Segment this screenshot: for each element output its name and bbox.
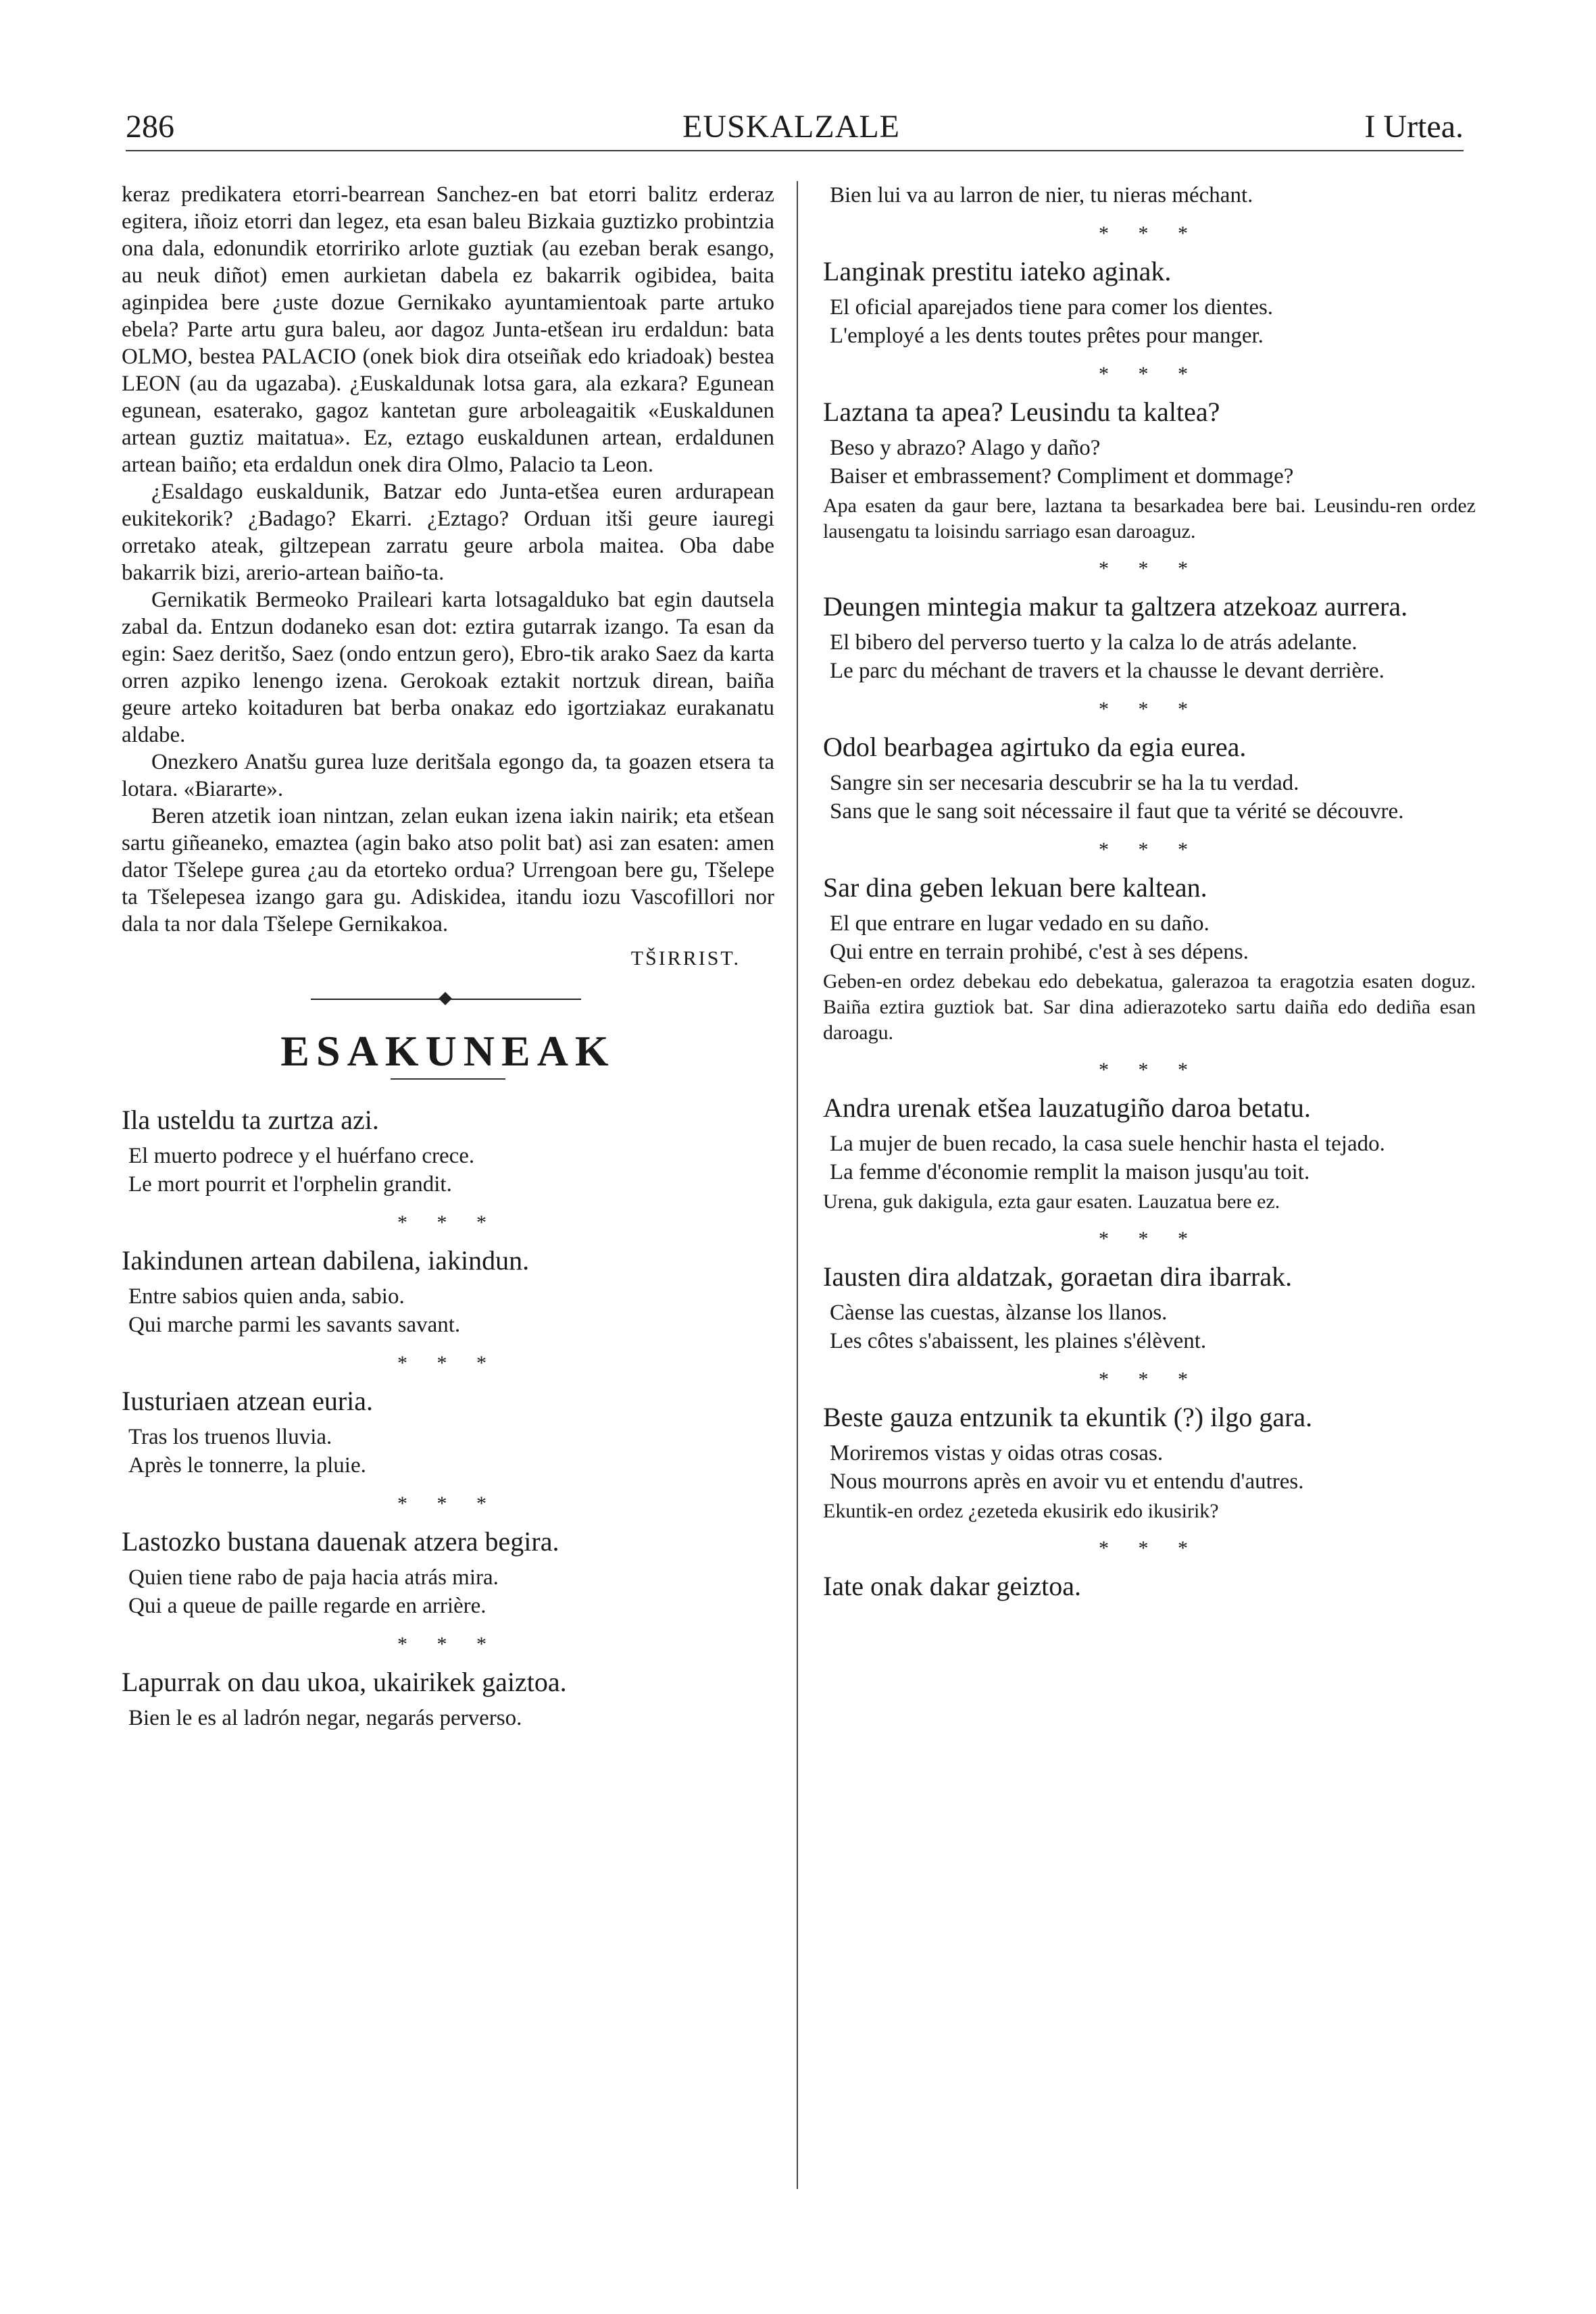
proverb-french: Nous mourrons après en avoir vu et entendu d'autres. (830, 1469, 1304, 1494)
proverb-basque: Iakindunen artean dabilena, iakindun. (122, 1245, 530, 1276)
asterism: * * * (1099, 363, 1200, 385)
proverb-basque: Langinak prestitu iateko aginak. (823, 256, 1172, 286)
signature: TŠIRRIST. (630, 947, 741, 970)
proverb-french: Le parc du méchant de travers et la chausse le devant derrière. (830, 659, 1385, 683)
proverb-spanish: Bien le es al ladrón negar, negarás perverso. (128, 1706, 522, 1730)
asterism: * * * (1099, 1059, 1200, 1081)
asterism: * * * (397, 1211, 499, 1234)
proverb-french: Qui marche parmi les savants savant. (128, 1313, 461, 1337)
left-proverbs (122, 1103, 774, 1732)
proverb-note: Ekuntik-en ordez ¿ezeteda ekusirik edo ikusirik? (823, 1500, 1219, 1522)
asterism: * * * (1099, 1537, 1200, 1559)
proverb-french: L'employé a les dents toutes prêtes pour manger. (830, 324, 1264, 348)
article-paragraph: keraz predikatera etorri-bearrean Sanchez-en bat etorri balitz erderaz egitera, iñoiz etorri dan legez, eta esan baleu Bizkaia guztizko probintzia ona dala, edonundik etorririko arlote guztiak (au ezeban berak esango, au neuk diñot) emen aurkietan dabela ez bakarrik ogibidea, baita aginpidea bere ¿uste dozue Gernikako ayuntamientoak parte artuko ebela? Parte artu gura baleu, aor dagoz Junta-etšean iru erdaldun: bata OLMO, bestea PALACIO (onek biok dira otseiñak edo kriadoak) bestea LEON (au da ugazaba). ¿Euskaldunak lotsa gara, ala ezkara? Egunean egunean, esaterako, gagoz kantetan gure arboleagaitik «Euskaldunen artean guztiz maitatua». Ez, eztago euskaldunen artean, erdaldunen artean baiño; eta erdaldun onek dira Olmo, Palacio ta Leon. (122, 182, 774, 477)
proverb-basque: Iausten dira aldatzak, goraetan dira ibarrak. (823, 1261, 1293, 1292)
proverb-note: Geben-en ordez debekau edo debekatua, galerazoa ta eragotzia esaten doguz. Baiña eztira guztiok bat. Sar dina adierazoteko sartu daiña edo dediña esan daroagu. (823, 970, 1476, 1044)
proverb-spanish: El muerto podrece y el huérfano crece. (128, 1144, 475, 1168)
section-ornament (122, 981, 774, 1017)
proverb (823, 254, 1476, 350)
right-proverbs (823, 222, 1476, 1604)
asterism: * * * (1099, 1228, 1200, 1250)
asterism: * * * (1099, 557, 1200, 580)
proverb-french: Après le tonnerre, la pluie. (128, 1453, 366, 1478)
asterism: * * * (1099, 222, 1200, 245)
proverb-spanish: Entre sabios quien anda, sabio. (128, 1284, 405, 1309)
proverb (823, 589, 1476, 685)
proverb-note: Urena, guk dakigula, ezta gaur esaten. Lauzatua bere ez. (823, 1190, 1280, 1213)
proverb-spanish: El que entrare en lugar vedado en su daño. (830, 911, 1210, 936)
page-number: 286 (126, 109, 174, 145)
proverb-spanish: El oficial aparejados tiene para comer los dientes. (830, 295, 1274, 320)
right-column (823, 181, 1476, 1608)
asterism: * * * (1099, 698, 1200, 720)
proverb-french: Les côtes s'abaissent, les plaines s'élèvent. (830, 1329, 1207, 1353)
proverb (122, 1243, 774, 1339)
article-paragraph: Beren atzetik ioan nintzan, zelan eukan izena iakin nairik; eta etšean sartu giñeaneko, emaztea (agin bako atso polit bat) asi zan esaten: amen dator Tšelepe gurea ¿au da etorteko ordua? Urrengoan bere gu, Tšelepe ta Tšelepesea izango gara gu. Adiskidea, itandu iozu Vascofillori nor dala ta nor dala Tšelepe Gernikakoa. (122, 804, 774, 936)
proverb-basque: Lastozko bustana dauenak atzera begira. (122, 1526, 559, 1557)
article-paragraph: Gernikatik Bermeoko Praileari karta lotsagalduko bat egin dautsela zabal da. Entzun dodaneko esan dot: eztira gutarrak izango. Ta esan da egin: Saez deritšo, Saez (ondo entzun gero), Ebro-tik arako Saez da karta orren azpiko lenengo izena. Gerokoak eztakit nortzuk direan, baiña geure arteko koitaduren bat berba onakaz edo igortziakaz eurakanatu aldabe. (122, 588, 774, 747)
ornament-diamond-icon (439, 992, 452, 1005)
column-divider (797, 181, 798, 2189)
proverb-spanish: Tras los truenos lluvia. (128, 1425, 332, 1449)
left-column (122, 181, 774, 1732)
proverb (823, 1259, 1476, 1355)
proverb-french: La femme d'économie remplit la maison jusqu'au toit. (830, 1160, 1310, 1184)
proverb-basque: Lapurrak on dau ukoa, ukairikek gaiztoa. (122, 1667, 567, 1697)
header-rule (126, 150, 1464, 151)
proverb-french: Le mort pourrit et l'orphelin grandit. (128, 1172, 452, 1197)
running-title: EUSKALZALE (682, 109, 900, 145)
article-body (122, 181, 774, 938)
proverb-french: Baiser et embrassement? Compliment et dommage? (830, 464, 1294, 488)
proverb (122, 1524, 774, 1620)
article-paragraph: ¿Esaldago euskaldunik, Batzar edo Junta-etšea euren ardurapean eukitekorik? ¿Badago? Ekarri. ¿Eztago? Orduan itši geure iauregi orretako ateak, giltzepean zarratu geure arbola maitea. Oba dabe bakarrik bizi, arerio-artean baiño-ta. (122, 480, 774, 585)
proverb-basque: Beste gauza entzunik ta ekuntik (?) ilgo gara. (823, 1402, 1313, 1432)
proverb-basque: Deungen mintegia makur ta galtzera atzekoaz aurrera. (823, 591, 1408, 622)
proverb-spanish: Càense las cuestas, àlzanse los llanos. (830, 1301, 1168, 1325)
proverb (823, 730, 1476, 826)
proverb (823, 395, 1476, 545)
proverb-note: Apa esaten da gaur bere, laztana ta besarkadea bere bai. Leusindu-ren ordez lausengatu ta loisindu sarriago esan daroaguz. (823, 495, 1476, 543)
proverb-basque: Iate onak dakar geiztoa. (823, 1571, 1082, 1601)
asterism: * * * (1099, 1368, 1200, 1390)
proverb-french: Sans que le sang soit nécessaire il faut que ta vérité se découvre. (830, 799, 1404, 824)
proverb-french: Qui a queue de paille regarde en arrière. (128, 1594, 487, 1618)
article-paragraph: Onezkero Anatšu gurea luze deritšala egongo da, ta goazen etsera ta lotara. «Biararte». (122, 750, 774, 801)
proverb (823, 1090, 1476, 1215)
proverb (823, 1400, 1476, 1524)
proverb-basque: Iusturiaen atzean euria. (122, 1386, 374, 1416)
proverb (122, 1665, 774, 1732)
proverb-spanish: Beso y abrazo? Alago y daño? (830, 436, 1101, 460)
section-title: ESAKUNEAK (280, 1027, 616, 1075)
proverb (122, 1384, 774, 1480)
asterism: * * * (397, 1633, 499, 1655)
proverb-basque: Odol bearbagea agirtuko da egia eurea. (823, 732, 1247, 762)
proverb (823, 870, 1476, 1046)
proverb (823, 1569, 1476, 1604)
proverb-french: Qui entre en terrain prohibé, c'est à ses dépens. (830, 940, 1249, 964)
proverb-spanish: El bibero del perverso tuerto y la calza lo de atrás adelante. (830, 630, 1357, 655)
proverb-spanish: Moriremos vistas y oidas otras cosas. (830, 1441, 1164, 1465)
asterism: * * * (397, 1352, 499, 1374)
running-year: I Urtea. (1364, 109, 1464, 145)
proverb-spanish: Quien tiene rabo de paja hacia atrás mira. (128, 1565, 499, 1590)
proverb (122, 1103, 774, 1199)
proverb-basque: Laztana ta apea? Leusindu ta kaltea? (823, 397, 1220, 427)
proverb-basque: Ila usteldu ta zurtza azi. (122, 1105, 379, 1135)
section-title-underline (391, 1078, 505, 1080)
proverb-spanish: Sangre sin ser necesaria descubrir se ha la tu verdad. (830, 771, 1299, 795)
proverb-spanish: La mujer de buen recado, la casa suele henchir hasta el tejado. (830, 1132, 1385, 1156)
continued-translation: Bien lui va au larron de nier, tu nieras méchant. (830, 183, 1253, 207)
asterism: * * * (1099, 838, 1200, 861)
asterism: * * * (397, 1492, 499, 1515)
proverb-basque: Andra urenak etšea lauzatugiño daroa betatu. (823, 1092, 1311, 1123)
proverb-basque: Sar dina geben lekuan bere kaltean. (823, 872, 1207, 903)
